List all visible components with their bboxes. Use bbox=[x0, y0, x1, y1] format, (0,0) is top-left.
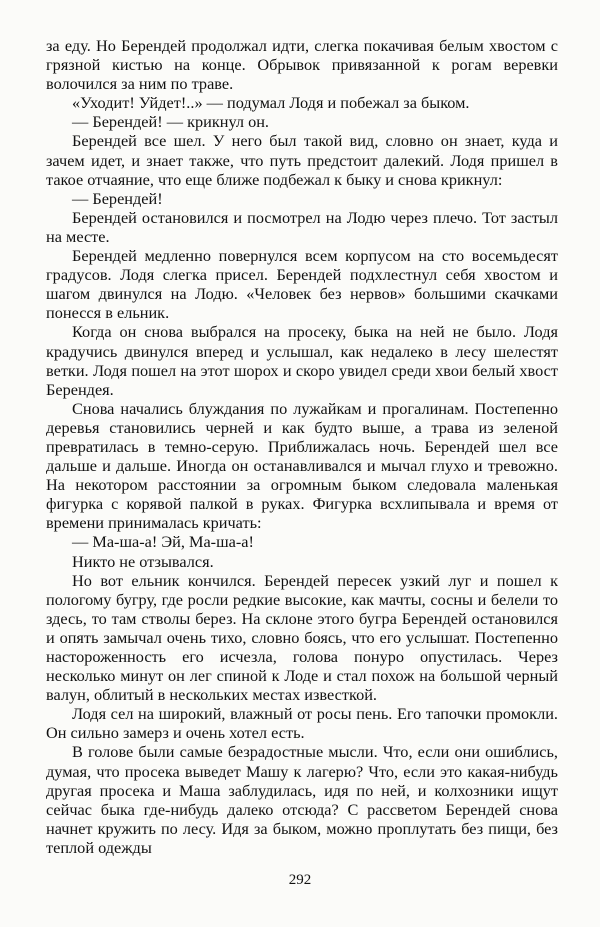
paragraph: за еду. Но Берендей продолжал идти, слегка покачивая белым хвостом с грязной кистью на конце. Обрывок привязанной к рогам веревки волочился за ним по траве. bbox=[46, 36, 558, 94]
paragraph: В голове были самые безрадостные мысли. Что, если они ошиблись, думая, что просека выведет Машу к лагерю? Что, если это какая-нибудь другая просека и Маша заблудилась, идя по ней, и колхозники ищут сейчас быка где-нибудь далеко отсюда? С рассветом Берендей снова начнет кружить по лесу. Идя за быком, можно проплутать без пищи, без теплой одежды bbox=[46, 742, 558, 857]
paragraph: Снова начались блуждания по лужайкам и прогалинам. Постепенно деревья становились черней и как будто выше, а трава из зеленой превратилась в темно-серую. Приближалась ночь. Берендей шел все дальше и дальше. Иногда он останавливался и мычал глухо и тревожно. На некотором расстоянии за огромным быком следовала маленькая фигурка с корявой палкой в руках. Фигурка всхлипывала и время от времени принималась кричать: bbox=[46, 398, 558, 533]
paragraph: Берендей остановился и посмотрел на Лодю через плечо. Тот застыл на месте. bbox=[46, 207, 558, 246]
paragraph: Но вот ельник кончился. Берендей пересек узкий луг и пошел к пологому бугру, где росли редкие высокие, как мачты, сосны и белели то здесь, то там стволы берез. На склоне этого бугра Берендей остановился и опять замычал очень тихо, словно боясь, что его услышат. Постепенно настороженность его исчезла, голова понуро опустилась. Через несколько минут он лег спиной к Лоде и стал похож на большой черный валун, облитый в нескольких местах известкой. bbox=[46, 570, 558, 705]
page-number: 292 bbox=[288, 872, 312, 888]
paragraph: Лодя сел на широкий, влажный от росы пень. Его тапочки промокли. Он сильно замерз и очень хотел есть. bbox=[46, 704, 558, 743]
paragraph: «Уходит! Уйдет!..» — подумал Лодя и побежал за быком. bbox=[72, 93, 470, 113]
paragraph: Когда он снова выбрался на просеку, быка на ней не было. Лодя крадучись двинулся вперед и услышал, как недалеко в лесу шелестят ветки. Лодя пошел на этот шорох и скоро увидел среди хвои белый хвост Берендея. bbox=[46, 322, 558, 399]
paragraph: — Берендей! — крикнул он. bbox=[72, 112, 270, 132]
paragraph: Берендей все шел. У него был такой вид, словно он знает, куда и зачем идет, и знает также, что путь предстоит далекий. Лодя пришел в такое отчаяние, что еще ближе подбежал к быку и снова крикнул: bbox=[46, 131, 558, 189]
paragraph: Никто не отзывался. bbox=[72, 551, 214, 571]
paragraph: Берендей медленно повернулся всем корпусом на сто восемьдесят градусов. Лодя слегка присел. Берендей подхлестнул себя хвостом и шагом двинулся на Лодю. «Человек без нервов» большими скачками понесся в ельник. bbox=[46, 246, 558, 323]
paragraph: — Ма-ша-а! Эй, Ма-ша-а! bbox=[72, 532, 254, 552]
page-text bbox=[46, 36, 558, 857]
paragraph: — Берендей! bbox=[72, 188, 163, 208]
